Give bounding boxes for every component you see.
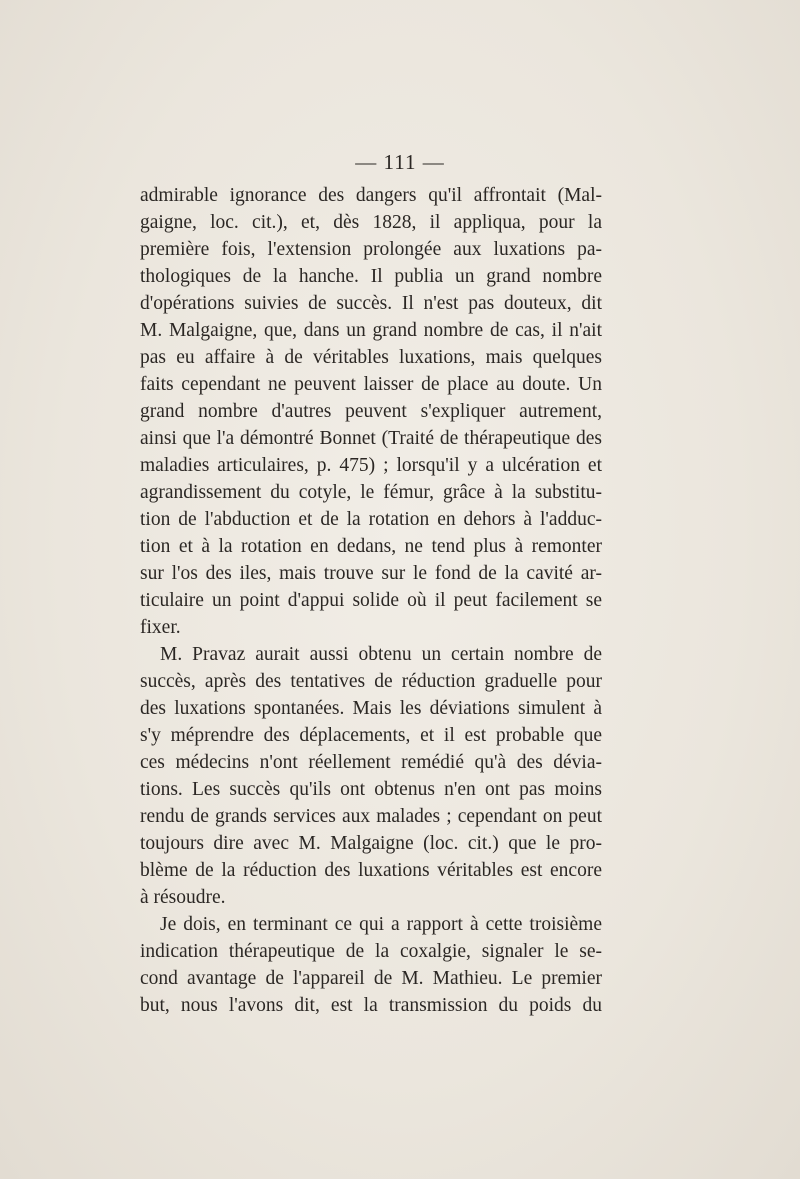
text-line: toujours dire avec M. Malgaigne (loc. cit.) que le pro- [140,833,602,854]
text-line: tion de l'abduction et de la rotation en dehors à l'adduc- [140,509,602,530]
text-line: cond avantage de l'appareil de M. Mathieu. Le premier [140,968,602,989]
text-line: des luxations spontanées. Mais les déviations simulent à [140,698,602,719]
text-line: première fois, l'extension prolongée aux luxations pa- [140,239,602,260]
text-line: pas eu affaire à de véritables luxations, mais quelques [140,347,602,368]
text-line: thologiques de la hanche. Il publia un grand nombre [140,266,602,287]
text-line: sur l'os des iles, mais trouve sur le fond de la cavité ar- [140,563,602,584]
text-line: ainsi que l'a démontré Bonnet (Traité de thérapeutique des [140,428,602,449]
text-line: admirable ignorance des dangers qu'il affrontait (Mal- [140,185,602,206]
text-line: tions. Les succès qu'ils ont obtenus n'en ont pas moins [140,779,602,800]
text-line: d'opérations suivies de succès. Il n'est pas douteux, dit [140,293,602,314]
text-line: grand nombre d'autres peuvent s'expliquer autrement, [140,401,602,422]
text-line: ces médecins n'ont réellement remédié qu'à des dévia- [140,752,602,773]
text-line: tion et à la rotation en dedans, ne tend plus à remonter [140,536,602,557]
body-text [140,182,602,1019]
text-line: indication thérapeutique de la coxalgie, signaler le se- [140,941,602,962]
text-line: rendu de grands services aux malades ; cependant on peut [140,806,602,827]
text-line: ticulaire un point d'appui solide où il peut facilement se [140,590,602,611]
text-line: faits cependant ne peuvent laisser de place au doute. Un [140,374,602,395]
text-line: à résoudre. [140,887,226,908]
text-line: agrandissement du cotyle, le fémur, grâce à la substitu- [140,482,602,503]
page-number: — 111 — [355,150,445,174]
text-line: blème de la réduction des luxations véritables est encore [140,860,602,881]
text-line: fixer. [140,617,181,638]
text-line: Je dois, en terminant ce qui a rapport à cette troisième [160,914,602,935]
text-line: succès, après des tentatives de réduction graduelle pour [140,671,602,692]
text-line: but, nous l'avons dit, est la transmission du poids du [140,995,602,1016]
text-line: M. Malgaigne, que, dans un grand nombre de cas, il n'ait [140,320,602,341]
text-line: gaigne, loc. cit.), et, dès 1828, il appliqua, pour la [140,212,602,233]
text-line: maladies articulaires, p. 475) ; lorsqu'il y a ulcération et [140,455,602,476]
text-line: M. Pravaz aurait aussi obtenu un certain nombre de [160,644,602,665]
text-line: s'y méprendre des déplacements, et il est probable que [140,725,602,746]
